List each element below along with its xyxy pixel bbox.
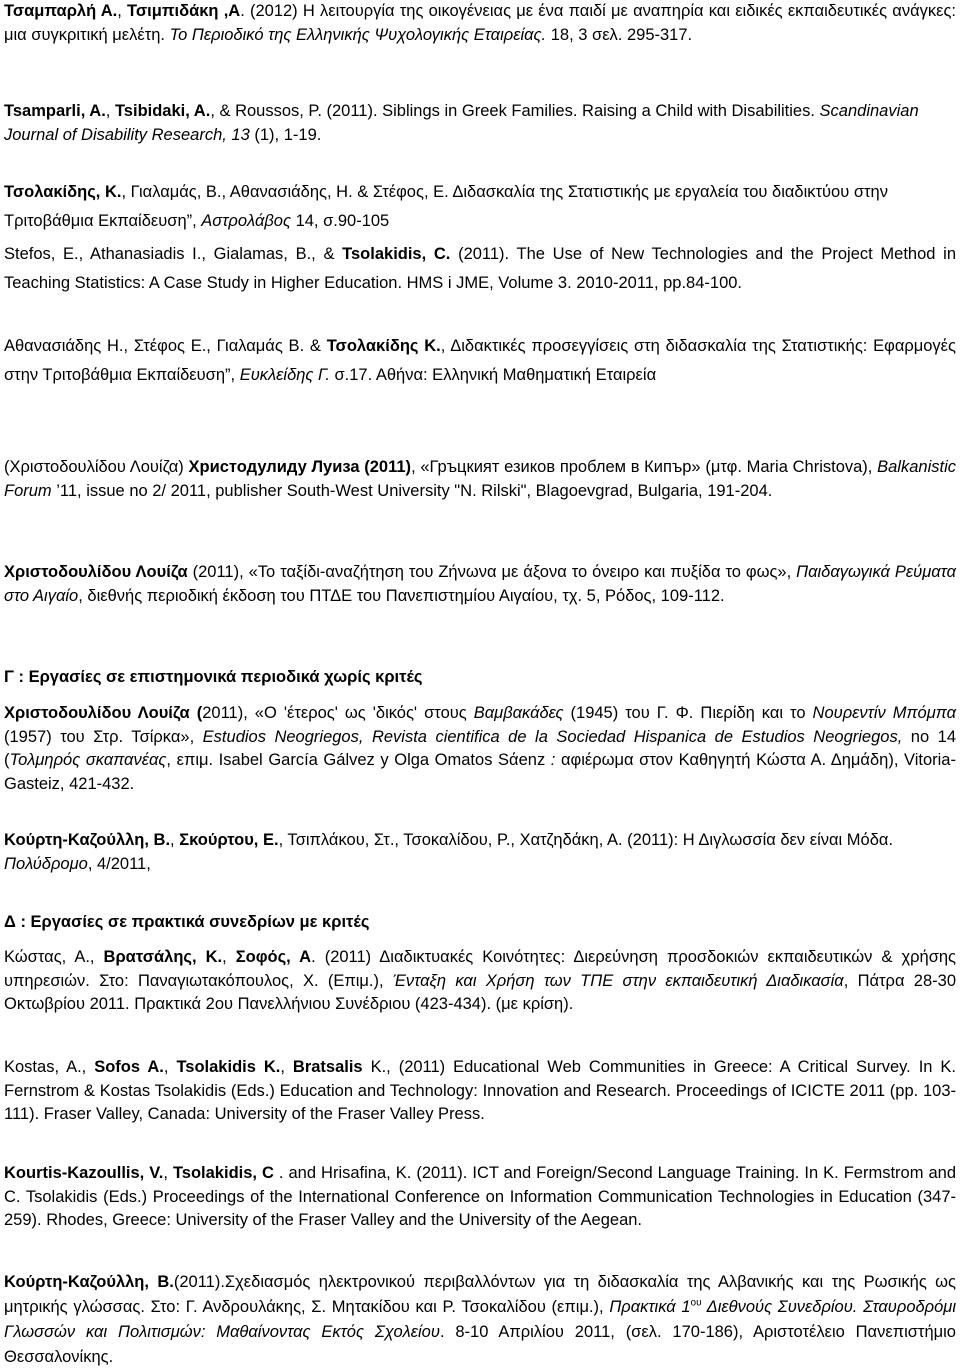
publication-title: Τολμηρός σκαπανέας: [9, 751, 167, 769]
reference-text: no 14 (: [4, 727, 957, 769]
reference-entry: [4, 561, 956, 608]
reference-entry: [4, 456, 956, 503]
publication-title: Το Περιοδικό της Ελληνικής Ψυχολογικής Εταιρείας.: [169, 25, 547, 44]
reference-text: , Γιαλαμάς, Β., Αθανασιάδης, Η. & Στέφος, Ε. Διδασκαλία της Στατιστικής με εργαλεία του διαδικτύου στην Τριτοβάθμια Εκπαίδευση”,: [4, 183, 888, 230]
author-name: Bratsalis: [292, 1058, 363, 1076]
reference-entry: [4, 0, 956, 47]
reference-text: 14, σ.90-105: [290, 212, 390, 230]
publication-title: Νουρεντίν Μπόμπα: [812, 704, 956, 722]
publication-title: Αστρολάβος: [201, 212, 291, 230]
reference-text: , επιμ. Isabel García Gálvez y Olga Omatos Sάenz: [166, 751, 551, 769]
reference-text: 2011), «Ο 'έτερος' ως 'δικός' στους: [202, 704, 474, 722]
reference-text: , «Гръцкият езиков проблем в Кипър» (μτφ. Maria Christova),: [411, 458, 878, 476]
author-name: Βρατσάλης, Κ.: [103, 948, 223, 966]
reference-text: . (2011) Διαδικτυακές Κοινότητες: Διερεύνηση προσδοκιών εκπαιδευτικών & χρήσης υπηρεσιών. Στο: Παναγιωτακόπουλος, Χ. (Επιμ.),: [4, 948, 957, 990]
publication-title: Ευκλείδης Γ.: [239, 366, 330, 384]
reference-text: . 8-10 Απριλίου 2011, (σελ. 170-186), Αριστοτέλειο Πανεπιστήμιο Θεσσαλονίκης.: [4, 1323, 956, 1366]
reference-text: K., (2011) Educational Web Communities in Greece: A Critical Survey. In K. Fernstrom & Kostas Tsolakidis (Eds.) Education and Technology: Innovation and Research. Proceedings of ICICTE 2011 (pp. 103-111). Fraser Valley, Canada: University of the Fraser Valley Press.: [4, 1058, 957, 1123]
publication-title: Βαμβακάδες: [473, 704, 564, 722]
section-heading: Γ : Εργασίες σε επιστημονικά περιοδικά χωρίς κριτές: [4, 668, 423, 686]
author-name: Τσιμπιδάκη ,Α: [127, 2, 241, 20]
author-name: Χριστοδουλίδου Λουίζα (: [4, 704, 203, 722]
publication-title: Scandinavian Journal of Disability Research, 13: [4, 102, 919, 144]
reference-entry: [4, 1162, 956, 1233]
author-name: Χριστοδουλίδου Λουίζα: [4, 563, 188, 581]
author-name: Κούρτη-Καζούλλη, Β.: [4, 1273, 174, 1291]
reference-entry: [4, 1056, 956, 1127]
publication-title: Balkanistic Forum: [4, 458, 956, 500]
author-name: Tsibidaki, A.: [114, 102, 211, 120]
reference-text: Κώστας, Α.,: [4, 948, 104, 966]
reference-text: 18, 3 σελ. 295-317.: [546, 25, 693, 44]
author-name: Tsolakidis, C.: [342, 245, 451, 263]
reference-text: , Διδακτικές προσεγγίσεις στη διδασκαλία της Στατιστικής: Εφαρμογές στην Τριτοβάθμια Εκπαίδευση”,: [4, 337, 956, 384]
reference-text: σ.17. Αθήνα: Ελληνική Μαθηματική Εταιρεία: [329, 366, 657, 384]
reference-text: ,: [280, 1058, 293, 1076]
reference-text: ,: [170, 831, 180, 849]
reference-text: Αθανασιάδης Η., Στέφος Ε., Γιαλαμάς Β. &: [4, 337, 327, 355]
reference-text: Stefos, E., Athanasiadis I., Gialamas, B., &: [4, 245, 343, 263]
reference-text: (2011). The Use of New Technologies and the Project Method in Teaching Statistics: A Case Study in Higher Education. HMS i JME, Volume 3. 2010-2011, pp.84-100.: [4, 245, 956, 292]
reference-text: (2011).Σχεδιασμός ηλεκτρονικού περιβαλλόντων για τη διδασκαλία της Αλβανικής και της Ρωσικής ως μητρικής γλώσσας. Στο: Γ. Ανδρουλάκης, Σ. Μητακίδου και Ρ. Τσοκαλίδου (επιμ.),: [4, 1273, 956, 1316]
reference-text: ,: [163, 1164, 173, 1182]
publication-title: Πολύδρομο: [4, 854, 88, 873]
reference-text: . and Hrisafina, K. (2011). ICT and Foreign/Second Language Training. In K. Fermstrom and C. Tsolakidis (Eds.) Proceedings of the International Conference on Information Communication Technologies in Education (347-259). Rhodes, Greece: University of the Fraser Valley and the University of the Aegean.: [4, 1164, 957, 1229]
author-name: Τσαμπαρλή Α.: [4, 2, 118, 20]
reference-text: ,: [222, 948, 236, 966]
reference-entry: [4, 829, 956, 876]
reference-text: ’11, issue no 2/ 2011, publisher South-West University "N. Rilski", Blagoevgrad, Bulgaria, 191-204.: [51, 481, 773, 500]
reference-text: , Πάτρα 28-30 Οκτωβρίου 2011. Πρακτικά 2ου Πανελλήνιου Συνέδριου (423-434). (με κρίση).: [4, 971, 956, 1013]
reference-entry: [4, 240, 956, 298]
reference-text: , & Roussos, P. (2011). Siblings in Greek Families. Raising a Child with Disabilities.: [210, 102, 820, 120]
reference-text: (1), 1-19.: [249, 125, 322, 144]
reference-text: ου: [690, 1297, 702, 1309]
reference-text: , Τσιπλάκου, Στ., Τσοκαλίδου, Ρ., Χατζηδάκη, Α. (2011): Η Διγλωσσία δεν είναι Μόδα.: [278, 831, 894, 849]
reference-text: (2011), «Το ταξίδι-αναζήτηση του Ζήνωνα με άξονα το όνειρο και πυξίδα το φως»,: [187, 563, 797, 581]
author-name: Κούρτη-Καζούλλη, Β.: [4, 831, 171, 849]
author-name: Τσολακίδης Κ.: [326, 337, 441, 355]
publication-title: Παιδαγωγικά Ρεύματα στο Αιγαίο: [4, 563, 957, 605]
reference-entry: [4, 100, 956, 147]
reference-text: ,: [163, 1058, 177, 1076]
author-name: Σοφός, Α: [235, 948, 312, 966]
reference-text: ,: [117, 2, 128, 20]
reference-entry: [4, 332, 956, 390]
author-name: Sofos A.: [94, 1058, 164, 1076]
reference-entry: [4, 1270, 956, 1370]
reference-text: Kostas, A.,: [4, 1058, 95, 1076]
author-name: Tsolakidis K.: [176, 1058, 281, 1076]
author-name: Τσολακίδης, Κ.: [4, 183, 122, 201]
reference-text: , διεθνής περιοδική έκδοση του ΠΤΔΕ του Πανεπιστημίου Αιγαίου, τχ. 5, Ρόδος, 109-112.: [78, 586, 725, 605]
reference-entry: [4, 702, 956, 796]
publication-title: :: [550, 751, 556, 769]
author-name: Tsamparli, A.: [4, 102, 106, 120]
publication-title: Estudios Neogriegos, Revista cientifica de la Sociedad Hispanica de Estudios Neogriegos,: [202, 727, 903, 746]
reference-text: . (2012) Η λειτουργία της οικογένειας με ένα παιδί με αναπηρία και ειδικές εκπαιδευτικές ανάγκες: μια συγκριτική μελέτη.: [4, 2, 956, 44]
reference-text: ,: [105, 102, 115, 120]
author-name: Σκούρτου, Ε.: [179, 831, 279, 849]
reference-entry: [4, 178, 956, 236]
reference-text: αφιέρωμα στον Καθηγητή Κώστα Α. Δημάδη), Vitoria-Gasteiz, 421-432.: [4, 751, 956, 793]
author-name: Христодулиду Луиза (2011): [188, 458, 412, 476]
publication-title: Πρακτικά 1: [609, 1298, 691, 1316]
author-name: Kourtis-Kazoullis, V.: [4, 1164, 164, 1182]
reference-text: (Χριστοδουλίδου Λουίζα): [4, 458, 189, 476]
section-heading: Δ : Εργασίες σε πρακτικά συνεδρίων με κριτές: [4, 913, 370, 931]
author-name: Tsolakidis, C: [172, 1164, 274, 1182]
reference-text: , 4/2011,: [87, 854, 151, 873]
publication-title: Ένταξη και Χρήση των ΤΠΕ στην εκπαιδευτική Διαδικασία: [392, 971, 844, 990]
publication-title: Διεθνούς Συνεδρίου. Σταυροδρόμι Γλωσσών και Πολιτισμών: Μαθαίνοντας Εκτός Σχολείου: [4, 1298, 956, 1341]
reference-entry: [4, 946, 956, 1017]
reference-text: (1957) του Στρ. Τσίρκα»,: [4, 727, 203, 746]
reference-text: (1945) του Γ. Φ. Πιερίδη και το: [563, 704, 813, 722]
